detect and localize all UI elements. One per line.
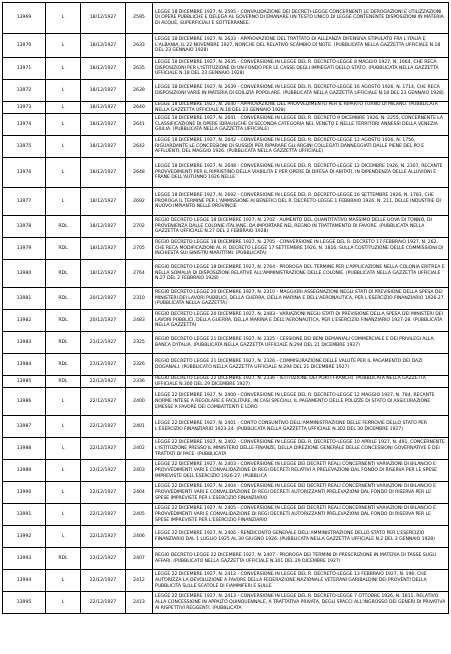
record-number: 13977	[3, 188, 46, 216]
record-date: 22/12/1927	[81, 504, 126, 526]
record-date: 18/12/1927	[81, 188, 126, 216]
record-date: 18/12/1927	[81, 102, 126, 114]
record-type: RDL	[46, 354, 81, 376]
table-row	[3, 158, 449, 188]
table-row	[3, 260, 449, 288]
table-row	[3, 504, 449, 526]
table-row	[3, 376, 449, 388]
record-number: 13972	[3, 80, 46, 102]
record-code: 2402	[126, 438, 153, 460]
table-row	[3, 388, 449, 416]
record-type: RDL	[46, 238, 81, 260]
table-row	[3, 416, 449, 438]
record-date: 18/12/1927	[81, 3, 126, 34]
record-date: 22/12/1927	[81, 526, 126, 548]
record-date: 21/12/1927	[81, 332, 126, 354]
record-code: 2483	[126, 310, 153, 332]
record-number: 13971	[3, 58, 46, 80]
record-code: 2401	[126, 416, 153, 438]
record-text: LEGGE 22 DICEMBRE 1927, N. 2405 - CONVERSIONE IN LEGGE DEI DECRETI REALI CONCERNENTI VARIAZIONI DI BILANCIO E PROVVEDIMENTI VARI E CONVALIDAZIONE DI REGI DECRETI AUTORIZZANTI PRELEVAZIONI DAL FONDO DI RISERVA PER LE SPESE IMPREVISTE PER L'ESERCIZIO FINANZIARIO	[153, 504, 449, 526]
record-type: L	[46, 114, 81, 136]
record-code: 2705	[126, 238, 153, 260]
record-date: 18/12/1927	[81, 216, 126, 238]
record-type: RDL	[46, 216, 81, 238]
record-text: REGIO DECRETO LEGGE 18 DICEMBRE 1927, N. 2705 - CONVERSIONE IN LEGGE DEL R. DECRETO 17 FEBBRAIO 1927, N. 262, CHE RECA MODIFICAZIONI AL R. DECRETO LEGGE 17 SETTEMBRE 1926, N. 1816, SULLA COSTITUZIONE DELLE COMMISSIONI DI INCHIESTA SUI SINISTRI MARITTIMI. (PUBBLICATA)	[153, 238, 449, 260]
record-type: L	[46, 570, 81, 592]
record-number: 13980	[3, 260, 46, 288]
record-number: 13988	[3, 438, 46, 460]
record-number: 13983	[3, 332, 46, 354]
record-number: 13978	[3, 216, 46, 238]
record-text: REGIO DECRETO LEGGE 21 DICEMBRE 1927, N. 2326 - COMMISURAZIONE DELLE VALUTE PER IL PAGAMENTO DEI DAZI DOGANALI. (PUBBLICATO NELLA GAZZETTA UFFICIALE N.294 DEL 21 DICEMBRE 1927)	[153, 354, 449, 376]
record-type: L	[46, 102, 81, 114]
record-number: 13986	[3, 388, 46, 416]
record-text: REGIO DECRETO LEGGE 18 DICEMBRE 1927, N. 2702 - AUMENTO DEL QUANTITATIVO MASSIMO DELLE UOVA DI TONNO, DI PROVENIENZA DALLE COLONIE ITALIANE, DA IMPORTARE NEL REGNO IN TRATTAMENTO DI FAVORE. (PUBBLICATA NELLA GAZZETTA UFFICIALE N.27 DEL 2 FEBBRAIO 1928)	[153, 216, 449, 238]
record-code: 2404	[126, 482, 153, 504]
table-row	[3, 570, 449, 592]
record-date: 22/12/1927	[81, 388, 126, 416]
record-number: 13989	[3, 460, 46, 482]
table-row	[3, 3, 449, 34]
record-text: LEGGE 22 DICEMBRE 1927, N. 2401 - CONTO CONSUNTIVO DELL'AMMINISTRAZIONE DELLE FERROVIE DELLO STATO PER L'ESERCIZIO FINANZIARIO 1923-24. (PUBBLICATA NELLA GAZZETTA UFFICIALE N.302 DEL 30 DICEMBRE 1927)	[153, 416, 449, 438]
record-text: REGIO DECRETO LEGGE 22 DICEMBRE 1927, N. 2336 - ISTITUZIONE DEI PORTI FRANCHI. (PUBBLICATA NELLA GAZZETTA UFFICIALE N.300 DEL 29 DICEMBRE 1927)	[153, 376, 449, 388]
record-type: L	[46, 460, 81, 482]
record-text: LEGGE 18 DICEMBRE 1927, N. 2635 - CONVERSIONE IN LEGGE DEL R. DECRETO-LEGGE 8 MAGGIO 1927, N. 1664, CHE RECA DISPOSIZIONI PER L'ISTITUZIONE DI UN FONDO PER LE CASSE DEGLI IMPIEGATI DELLO STATO. (PUBBLICATA NELLA GAZZETTA UFFICIALE N.18 DEL 23 GENNAIO 1928)	[153, 58, 449, 80]
record-type: RDL	[46, 548, 81, 570]
table-row	[3, 310, 449, 332]
record-number: 13975	[3, 136, 46, 158]
record-code: 2406	[126, 526, 153, 548]
record-date: 18/12/1927	[81, 136, 126, 158]
record-text: LEGGE 22 DICEMBRE 1927, N. 2400 - CONVERSIONE IN LEGGE DEL R. DECRETO-LEGGE 12 MAGGIO 1927, N. 784, RECANTE NORME INTESE A REGOLARE E FACILITARE, IN CASI SPECIALI, IL PAGAMENTO DELLE POLIZZE DI STATO DI ASSICURAZIONE EMESSE A FAVORE DEI COMBATTENTI E LORO	[153, 388, 449, 416]
table-row	[3, 482, 449, 504]
record-text: LEGGE 22 DICEMBRE 1927, N. 2413 - CONVERSIONE IN LEGGE DEL R. DECRETO-LEGGE 7 OTTOBRE 1926, N. 1811, RELATIVO ALLA CONCESSIONE IN APPALTO QUINQUENNALE, A TRATTATIVA PRIVATA, DEGLI SPACCI ALL'INGROSSO DEI GENERI DI PRIVATIVA AI RISPETTIVI REGGENTI. (PUBBLICATA	[153, 592, 449, 614]
record-code: 2633	[126, 34, 153, 58]
table-row	[3, 548, 449, 570]
record-number: 13991	[3, 504, 46, 526]
table-row	[3, 332, 449, 354]
record-type: L	[46, 388, 81, 416]
record-type: L	[46, 58, 81, 80]
record-date: 22/12/1927	[81, 592, 126, 614]
record-type: RDL	[46, 332, 81, 354]
record-code: 2642	[126, 136, 153, 158]
record-code: 2326	[126, 354, 153, 376]
record-date: 18/12/1927	[81, 80, 126, 102]
table-row	[3, 188, 449, 216]
record-number: 13974	[3, 114, 46, 136]
table-row	[3, 114, 449, 136]
record-text: LEGGE 22 DICEMBRE 1927, N. 2406 - RENDICONTO GENERALE DELL'AMMINISTRAZIONE DELLO STATO PER L'ESERCIZIO FINANZIARIO DAL 1 LUGLIO 1925 AL 30 GIUGNO 1926. (PUBBLICATA NELLA GAZZETTA UFFICIALE N.2 DEL 3 GENNAIO 1928)	[153, 526, 449, 548]
record-type: RDL	[46, 260, 81, 288]
table-row	[3, 80, 449, 102]
record-type: RDL	[46, 310, 81, 332]
record-code: 2640	[126, 102, 153, 114]
record-code: 2310	[126, 288, 153, 310]
record-number: 13984	[3, 354, 46, 376]
record-text: LEGGE 22 DICEMBRE 1927, N. 2412 - CONVERSIONE IN LEGGE DEL R. DECRETO-LEGGE 13 FEBBRAIO 1927, N. 196, CHE AUTORIZZA LA DEVOLUZIONE A FAVORE DELLA FEDERAZIONE NAZIONALE VETERANI GARIBALDINI DEI PROVENTI DELLA PUBBLICITA SULLE SCATOLE DI FIAMMIFERI E SULLE	[153, 570, 449, 592]
record-number: 13976	[3, 158, 46, 188]
record-code: 2641	[126, 114, 153, 136]
record-type: L	[46, 3, 81, 34]
record-number: 13990	[3, 482, 46, 504]
record-number: 13979	[3, 238, 46, 260]
record-code: 2595	[126, 3, 153, 34]
record-date: 20/12/1927	[81, 288, 126, 310]
record-date: 20/12/1927	[81, 310, 126, 332]
register-table	[2, 2, 449, 614]
table-row	[3, 460, 449, 482]
record-date: 22/12/1927	[81, 548, 126, 570]
record-text: REGIO DECRETO LEGGE 20 DICEMBRE 1927, N. 2483 - VARIAZIONI NEGLI STATI DI PREVISIONE DELLA SPESA DEI MINISTERI DEI LAVORI PUBBLICI, DELLA GUERRA, DELLA MARINA E DELL'AERONAUTICA, PER L'ESERCIZIO FINANZIARIO 1927-28. (PUBBLICATA NELLA GAZZETTA)	[153, 310, 449, 332]
record-date: 22/12/1927	[81, 482, 126, 504]
record-date: 22/12/1927	[81, 376, 126, 388]
record-number: 13993	[3, 548, 46, 570]
record-number: 13973	[3, 102, 46, 114]
record-type: L	[46, 34, 81, 58]
table-row	[3, 34, 449, 58]
table-row	[3, 526, 449, 548]
record-code: 2336	[126, 376, 153, 388]
record-type: L	[46, 136, 81, 158]
record-date: 22/12/1927	[81, 438, 126, 460]
document-page	[0, 2, 451, 654]
record-code: 2400	[126, 388, 153, 416]
record-type: L	[46, 438, 81, 460]
record-type: L	[46, 158, 81, 188]
table-row	[3, 58, 449, 80]
record-text: LEGGE 18 DICEMBRE 1927, N. 2595 - CONVALIDAZIONE DEI DECRETI-LEGGE CONCERNENTI LE DEROGAZIONI E UTILIZZAZIONI DI OPERE PUBBLICHE E DELEGA AL GOVERNO DI EMANARE UN TESTO UNICO DI LEGGE CONTENENTE DISPOSIZIONI IN MATERIA DI ACQUE, SUPERFICIALI E SOTTERRANEE.	[153, 3, 449, 34]
table-row	[3, 136, 449, 158]
record-number: 13982	[3, 310, 46, 332]
record-date: 21/12/1927	[81, 354, 126, 376]
record-type: RDL	[46, 288, 81, 310]
record-number: 13969	[3, 3, 46, 34]
record-date: 18/12/1927	[81, 260, 126, 288]
record-date: 18/12/1927	[81, 58, 126, 80]
record-text: LEGGE 18 DICEMBRE 1927, N. 2640 - APPROVAZIONE DEL PROVVEDIMENTO PER IL RIPARTO TURNO DI MILANO. (PUBBLICATA NELLA GAZZETTA UFFICIALE N.18 DEL 23 GENNAIO 1928)	[153, 102, 449, 114]
record-text: REGIO DECRETO LEGGE 18 DICEMBRE 1927, N. 2764 - PROROGA DEL TERMINE PER L'APPLICAZIONE NELLA COLONIA ERITREA E NELLA SOMALIA DI DISPOSIZIONI RELATIVE ALL'AMMINISTRAZIONE DELLE COLONIE. (PUBBLICATA NELLA GAZZETTA UFFICIALE N.27 DEL 2 FEBBRAIO 1928)	[153, 260, 449, 288]
record-text: LEGGE 18 DICEMBRE 1927, N. 2692 - CONVERSIONE IN LEGGE DEL R. DECRETO-LEGGE 16 SETTEMBRE 1926, N. 1783, CHE PROROGA IL TERMINE PER L'AMMISSIONE AI BENEFICI DEL R. DECRETO-LEGGE 1 FEBBRAIO 1926, N. 211, DELLE INDUSTRIE DI NUOVO IMPIANTO NELLE PROVINCIE	[153, 188, 449, 216]
table-row	[3, 592, 449, 614]
register-table-body	[3, 3, 449, 614]
record-text: REGIO DECRETO LEGGE 20 DICEMBRE 1927, N. 2310 - MAGGIORI ASSEGNAZIONI NEGLI STATI DI PREVISIONE DELLA SPESA DEI MINISTERI DEI LAVORI PUBBLICI, DELLA GUERRA, DELLA MARINA E DELL'AERONAUTICA, PER L'ESERCIZIO FINANZIARIO 1926-27. (PUBBLICATA NELLA GAZZETTA)	[153, 288, 449, 310]
record-type: L	[46, 416, 81, 438]
record-date: 18/12/1927	[81, 238, 126, 260]
record-text: LEGGE 18 DICEMBRE 1927, N. 2642 - CONVERSIONE IN LEGGE DEL R. DECRETO-LEGGE 12 AGOSTO 1926, N. 1756, RIGUARDANTE LE CONCESSIONI DI SUSSIDI PER RIPARARE GLI ARGINI COLLEGATI DANNEGGIATI DALLE PIENE DEL PO E AFFLUENTI, DEL MAGGIO 1926. (PUBBLICATA NELLA GAZZETTA UFFICIALE)	[153, 136, 449, 158]
record-number: 13995	[3, 592, 46, 614]
record-date: 22/12/1927	[81, 570, 126, 592]
record-type: L	[46, 482, 81, 504]
record-code: 2648	[126, 158, 153, 188]
table-row	[3, 288, 449, 310]
record-text: LEGGE 18 DICEMBRE 1927, N. 2648 - CONVERSIONE IN LEGGE DEL R. DECRETO-LEGGE 12 DICEMBRE 1926, N. 2307, RECANTE PROVVEDIMENTI PER IL RIPRISTINO DELLA VIABILITA E PER OPERE DI DIFESA DI ABITATI, IN DIPENDENZA DELLE ALLUVIONI E FRANE DELL'AUTUNNO 1926 NELLE	[153, 158, 449, 188]
record-text: LEGGE 22 DICEMBRE 1927, N. 2404 - CONVERSIONE IN LEGGE DEI DECRETI REALI CONCERNENTI VARIAZIONI DI BILANCIO E PROVVEDIMENTI VARI E CONVALIDAZIONE DI REGI DECRETI AUTORIZZANTI PRELEVAZIONI DAL FONDO DI RISERVA PER LE SPESE IMPREVISTE PER L'ESERCIZIO FINANZIARIO	[153, 482, 449, 504]
record-type: L	[46, 188, 81, 216]
table-row	[3, 216, 449, 238]
record-number: 13981	[3, 288, 46, 310]
record-code: 2413	[126, 592, 153, 614]
record-code: 2764	[126, 260, 153, 288]
record-date: 22/12/1927	[81, 416, 126, 438]
record-number: 13994	[3, 570, 46, 592]
record-type: L	[46, 80, 81, 102]
record-number: 13992	[3, 526, 46, 548]
record-text: LEGGE 18 DICEMBRE 1927, N. 2639 - CONVERSIONE IN LEGGE DEL R. DECRETO-LEGGE 16 AGOSTO 1926, N. 1714, CHE RECA DISPOSIZIONI VARIE IN MATERIA DI EDILIZIA POPOLARE. (PUBBLICATA NELLA GAZZETTA UFFICIALE N.18 DEL 23 GENNAIO 1928)	[153, 80, 449, 102]
record-type: L	[46, 526, 81, 548]
record-date: 18/12/1927	[81, 34, 126, 58]
record-number: 13970	[3, 34, 46, 58]
record-text: REGIO DECRETO LEGGE 22 DICEMBRE 1927, N. 2407 - PROROGA DEI TERMINI DI PRESCRIZIONE IN MATERIA DI TASSE SUGLI AFFARI. (PUBBLICATO NELLA GAZZETTA UFFICIALE N.301 DEL 29 DICEMBRE 1927)	[153, 548, 449, 570]
record-code: 2405	[126, 504, 153, 526]
record-code: 2325	[126, 332, 153, 354]
record-type: RDL	[46, 376, 81, 388]
record-code: 2635	[126, 58, 153, 80]
record-text: LEGGE 18 DICEMBRE 1927, N. 2641 - CONVERSIONE IN LEGGE DEL R. DECRETO 9 DICEMBRE 1926, N. 2255, CONCERNENTE LA CLASSIFICAZIONE DI OPERE IDRAULICHE DI SECONDA CATEGORIA NEL VENETO E NELLE TERRITORI ANNESSI DELLA VENEZIA GIULIA. (PUBBLICATA NELLA GAZZETTA UFFICIALE)	[153, 114, 449, 136]
record-type: L	[46, 504, 81, 526]
table-row	[3, 438, 449, 460]
table-row	[3, 102, 449, 114]
record-number: 13985	[3, 376, 46, 388]
record-date: 22/12/1927	[81, 460, 126, 482]
record-type: L	[46, 592, 81, 614]
record-text: LEGGE 22 DICEMBRE 1927, N. 2403 - CONVERSIONE IN LEGGE DEI DECRETI REALI CONCERNENTI VARIAZIONI DI BILANCIO E PROVVEDIMENTI VARI E CONVALIDAZIONE DI REGI DECRETI RELATIVI A PRELEVAZIONI DAL FONDO DI RISERVA PER LE SPESE IMPREVISTE DELL'ESERCIZIO 1926-27. (PUBBLICA	[153, 460, 449, 482]
record-code: 2702	[126, 216, 153, 238]
record-date: 18/12/1927	[81, 114, 126, 136]
record-code: 2403	[126, 460, 153, 482]
record-code: 2639	[126, 80, 153, 102]
table-row	[3, 238, 449, 260]
record-number: 13987	[3, 416, 46, 438]
record-text: LEGGE 22 DICEMBRE 1927, N. 2402 - CONVERSIONE IN LEGGE DEL R. DECRETO-LEGGE 10 APRILE 1927, N. 491, CONCERNENTE L'ISTITUZIONE PRESSO IL MINISTERO DELLE FINANZE, DELLA DIREZIONE GENERALE DELLE CONCESSIONI GOVERNATIVE E DEI TRATTATI DI PACE. (PUBBLICATA	[153, 438, 449, 460]
record-date: 18/12/1927	[81, 158, 126, 188]
record-code: 2407	[126, 548, 153, 570]
table-row	[3, 354, 449, 376]
record-text: REGIO DECRETO LEGGE 21 DICEMBRE 1927, N. 2325 - CESSIONE DEI BENI DEMANIALI COMMERCIALE E DEI PRIVILEGI ALLA BANCA D'ITALIA. (PUBBLICATA NELLA GAZZETTA UFFICIALE N.294 DEL 21 DICEMBRE 1927)	[153, 332, 449, 354]
record-code: 2692	[126, 188, 153, 216]
record-code: 2412	[126, 570, 153, 592]
record-text: LEGGE 18 DICEMBRE 1927, N. 2633 - APPROVAZIONE DEL TRATTATO DI ALLEANZA DIFENSIVA STIPULATO FRA L'ITALIA E L'ALBANIA, IL 22 NOVEMBRE 1927, NONCHE DEL RELATIVO SCAMBIO DI NOTE. (PUBBLICATA NELLA GAZZETTA UFFICIALE N.18 DEL 23 GENNAIO 1928)	[153, 34, 449, 58]
